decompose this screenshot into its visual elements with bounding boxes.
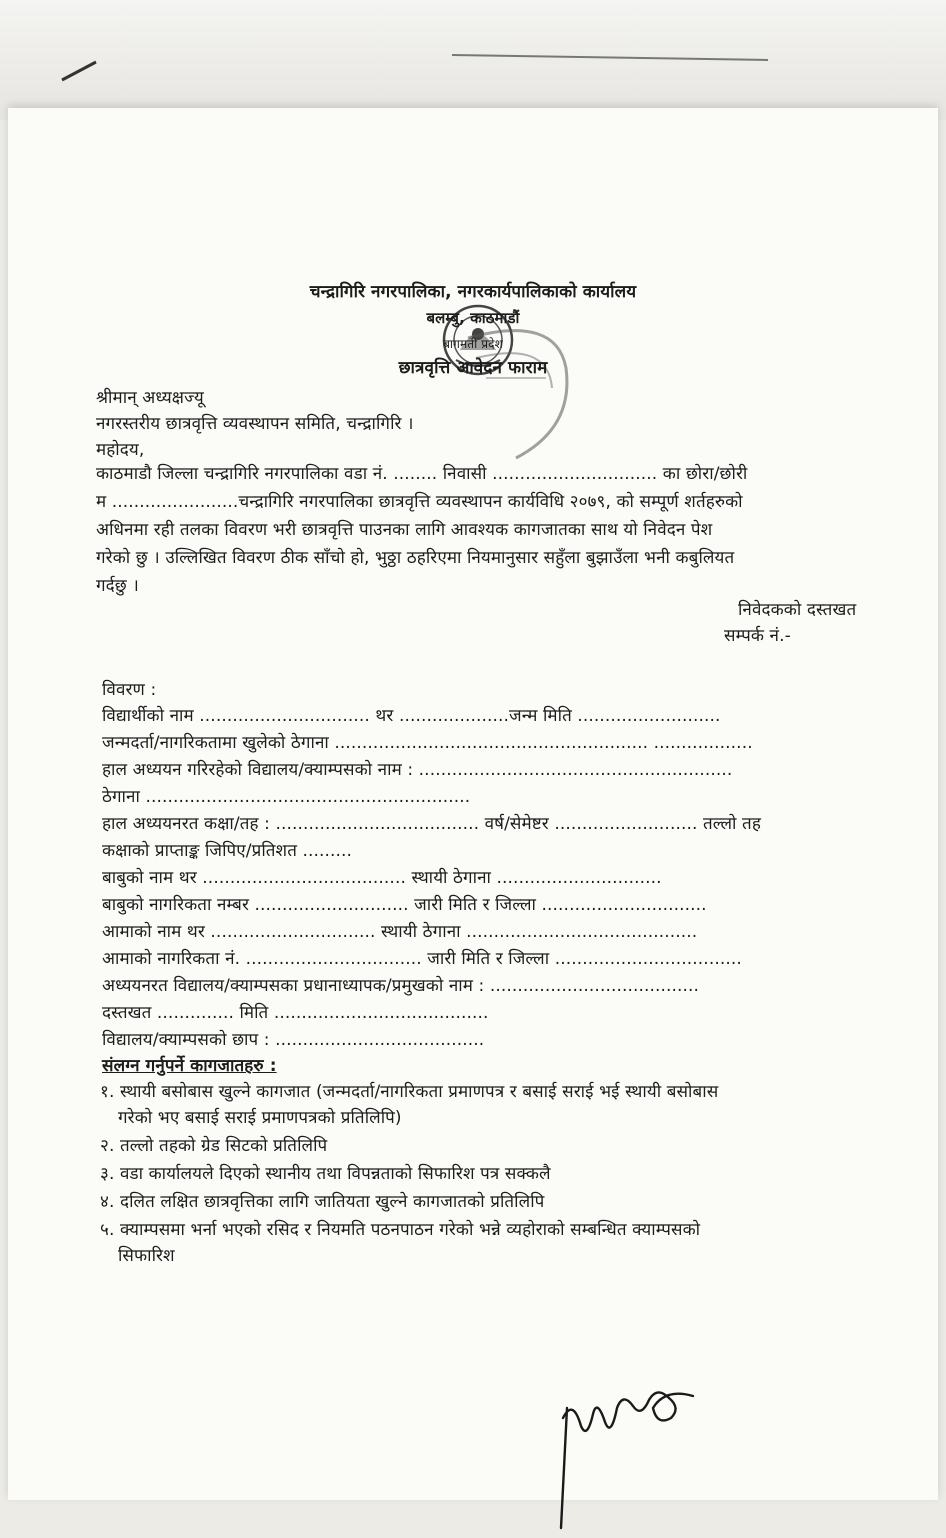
attachment-item: ४. दलित लक्षित छात्रवृत्तिका लागि जातियता खुल्ने कागजातको प्रतिलिपि: [100, 1192, 545, 1212]
pen-stroke: [450, 50, 770, 64]
attachment-item: १. स्थायी बसोबास खुल्ने कागजात (जन्मदर्ता/नागरिकता प्रमाणपत्र र बसाई सराई भई स्थायी बसोबास: [100, 1082, 719, 1102]
office-location: बलम्बु, काठमाडौं: [426, 309, 520, 327]
details-line: बाबुको नाम थर ..................................... स्थायी ठेगाना ..............................: [102, 868, 662, 888]
attachment-item: ५. क्याम्पसमा भर्ना भएको रसिद र नियमति पठनपाठन गरेको भन्ने व्यहोराको सम्बन्धित क्याम्पसको: [100, 1220, 701, 1240]
attachment-item: २. तल्लो तहको ग्रेड सिटको प्रतिलिपि: [100, 1136, 328, 1156]
details-line: आमाको नागरिकता नं. ................................ जारी मिति र जिल्ला ..................................: [102, 949, 742, 969]
letter-body-line: गरेको छु । उल्लिखित विवरण ठीक साँचो हो, भुठ्ठा ठहरिएमा नियमानुसार सहुँला बुझाउँला भनी कबुलियत: [96, 548, 735, 568]
details-line: जन्मदर्ता/नागरिकतामा खुलेको ठेगाना ......................................................... ..................: [102, 733, 753, 753]
details-line: विद्यार्थीको नाम ............................... थर ....................जन्म मिति ..........................: [102, 706, 721, 726]
details-line: ठेगाना ...........................................................: [102, 787, 471, 807]
details-line: दस्तखत .............. मिति .......................................: [102, 1003, 489, 1023]
details-line: हाल अध्ययनरत कक्षा/तह : ..................................... वर्ष/सेमेष्टर .......................... तल्लो तह: [102, 814, 761, 834]
attachment-item: गरेको भए बसाई सराई प्रमाणपत्रको प्रतिलिपि): [118, 1108, 402, 1128]
attachment-item: सिफारिश: [118, 1246, 175, 1266]
attachment-item: ३. वडा कार्यालयले दिएको स्थानीय तथा विपन्नताको सिफारिश पत्र सक्कलै: [100, 1164, 551, 1184]
contact-number-label: सम्पर्क नं.-: [724, 626, 791, 646]
pen-mark: [60, 58, 100, 84]
greeting: महोदय,: [96, 440, 145, 460]
letter-body-line: अधिनमा रही तलका विवरण भरी छात्रवृत्ति पाउनका लागि आवश्यक कागजातका साथ यो निवेदन पेश: [96, 520, 713, 540]
committee-name: नगरस्तरीय छात्रवृत्ति व्यवस्थापन समिति, चन्द्रागिरि ।: [96, 414, 414, 434]
details-line: बाबुको नागरिकता नम्बर ............................ जारी मिति र जिल्ला ..............................: [102, 895, 707, 915]
letter-body-line: गर्दछु ।: [96, 576, 139, 596]
attachments-heading: संलग्न गर्नुपर्ने कागजातहरु :: [102, 1056, 277, 1076]
details-heading: विवरण :: [102, 680, 157, 700]
details-line: कक्षाको प्राप्ताङ्क जिपिए/प्रतिशत .........: [102, 841, 353, 861]
details-line: विद्यालय/क्याम्पसको छाप : ......................................: [102, 1030, 485, 1050]
applicant-signature-label: निवेदकको दस्तखत: [738, 600, 857, 620]
office-name: चन्द्रागिरि नगरपालिका, नगरकार्यपालिकाको कार्यालय: [309, 282, 637, 302]
province-name: बागमती प्रदेश: [443, 337, 503, 351]
details-line: अध्ययनरत विद्यालय/क्याम्पसका प्रधानाध्यापक/प्रमुखको नाम : ......................................: [102, 976, 700, 996]
letter-body-line: काठमाडौ जिल्ला चन्द्रागिरि नगरपालिका वडा नं. ........ निवासी .............................. का छोरा/छोरी: [96, 464, 748, 484]
form-page: [8, 108, 938, 1500]
form-title: छात्रवृत्ति आवेदन फाराम: [398, 358, 548, 378]
salutation: श्रीमान् अध्यक्षज्यू: [96, 388, 204, 408]
details-line: आमाको नाम थर .............................. स्थायी ठेगाना ..........................................: [102, 922, 698, 942]
details-line: हाल अध्ययन गरिरहेको विद्यालय/क्याम्पसको नाम : .........................................................: [102, 760, 733, 780]
handwritten-signature-icon: [553, 1378, 703, 1538]
letter-body-line: म .......................चन्द्रागिरि नगरपालिका छात्रवृत्ति व्यवस्थापन कार्यविधि २०७९, को सम्पूर्ण शर्तहरुको: [96, 492, 743, 512]
